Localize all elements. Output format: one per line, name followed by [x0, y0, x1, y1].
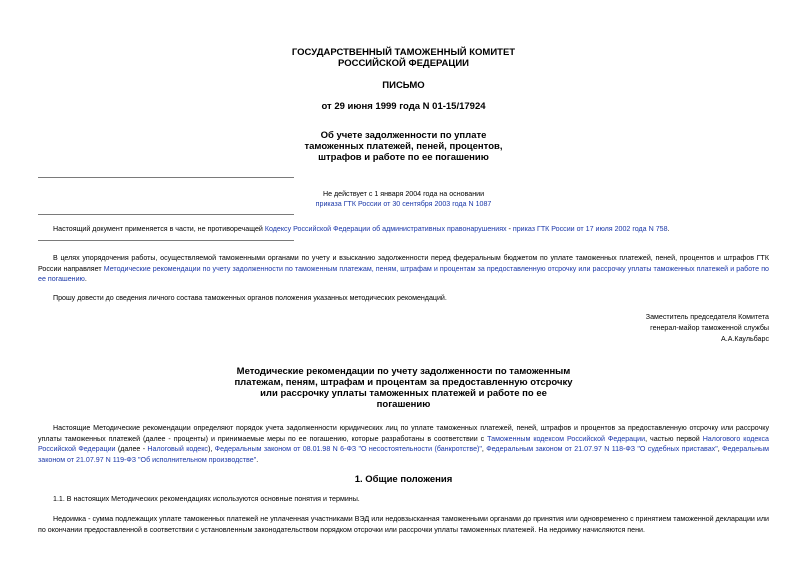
signature-rank: генерал-майор таможенной службы — [650, 324, 769, 332]
tax-code-link[interactable]: Налогового кодекса Российской Федерации — [38, 434, 769, 453]
divider — [38, 214, 294, 215]
law-6fz-link[interactable]: Федеральным законом от 08.01.98 N 6-ФЗ "О несостоятельности (банкротстве)" — [214, 445, 482, 453]
subject-line2: таможенных платежей, пеней, процентов, — [304, 141, 503, 152]
divider — [38, 240, 294, 241]
koap-link[interactable]: Кодексу Российской Федерации об административных правонарушениях — [264, 225, 507, 233]
subject-line1: Об учете задолженности по уплате — [320, 130, 487, 141]
recommendations-title-line3: или рассрочку уплаты таможенных платежей и работе по ее — [260, 388, 547, 399]
org-name-line1: ГОСУДАРСТВЕННЫЙ ТАМОЖЕННЫЙ КОМИТЕТ — [291, 47, 516, 58]
law-118fz-link[interactable]: Федеральным законом от 21.07.97 N 118-ФЗ "О судебных приставах" — [486, 445, 718, 453]
section1-paragraph1: 1.1. В настоящих Методических рекомендациях используются основные понятия и термины. — [53, 495, 360, 503]
status-link[interactable]: приказа ГТК России от 30 сентября 2003 года N 1087 — [315, 200, 492, 208]
subject-line3: штрафов и работе по ее погашению — [318, 152, 489, 163]
divider — [38, 177, 294, 178]
law-119fz-link[interactable]: Федеральным законом от 21.07.97 N 119-ФЗ "Об исполнительном производстве" — [38, 445, 769, 464]
intro-paragraph: Настоящие Методические рекомендации определяют порядок учета задолженности юридических лиц по уплате таможенных платежей, пеней, штрафов и процентов за предоставленную отсрочку или рассрочку уплаты таможенных платежей (далее - проценты) и принимаемые меры по ее погашению, которые разработаны в соответствии с Таможенным кодексом Российской Федерации, частью первой Налогового кодекса Российской Федерации (далее - Налоговый кодекс), Федеральным законом от 08.01.98 N 6-ФЗ "О несостоятельности (банкротстве)", Федеральным законом от 21.07.97 N 118-ФЗ "О судебных приставах", Федеральным законом от 21.07.97 N 119-ФЗ "Об исполнительном производстве". — [38, 424, 769, 464]
recommendations-title-line4: погашению — [376, 399, 431, 410]
request-paragraph: Прошу довести до сведения личного состава таможенных органов положения указанных методических рекомендаций. — [53, 294, 447, 302]
main-paragraph: В целях упорядочения работы, осуществляемой таможенными органами по учету и взысканию задолженности перед федеральным бюджетом по уплате таможенных платежей, пеней, процентов и штрафов ГТК России направляет Методические рекомендации по учету задолженности по таможенным платежам, пеням, штрафам и процентам за предоставленную отсрочку или рассрочку уплаты таможенных платежей и работе по ее погашению. — [38, 254, 769, 283]
order-758-link[interactable]: приказ ГТК России от 17 июля 2002 года N 758 — [512, 225, 668, 233]
section1-paragraph2: Недоимка - сумма подлежащих уплате таможенных платежей не уплаченная участниками ВЭД или недовзысканная таможенными органами до принятия или одновременно с принятием таможенной декларации или по окончании предоставленной в соответствии с установленным законодательством порядком отсрочки или рассрочки уплаты таможенных платежей. На недоимку начисляются пени. — [38, 515, 769, 534]
signature-name: А.А.Каульбарс — [721, 335, 769, 343]
customs-code-link[interactable]: Таможенным кодексом Российской Федерации — [487, 434, 646, 443]
document-type: ПИСЬМО — [382, 80, 425, 91]
recommendations-title-line2: платежам, пеням, штрафам и процентам за предоставленную отсрочку — [234, 377, 573, 388]
org-name-line2: РОССИЙСКОЙ ФЕДЕРАЦИИ — [337, 58, 469, 69]
status-text: Не действует с 1 января 2004 года на основании — [322, 190, 485, 198]
recommendations-link[interactable]: Методические рекомендации по учету задолженности по таможенным платежам, пеням, штрафам и процентам за предоставленную отсрочку или рассрочку уплаты таможенных платежей и работе по ее погашению — [38, 264, 769, 283]
applicability-note: Настоящий документ применяется в части, не противоречащей Кодексу Российской Федерации об административных правонарушениях - приказ ГТК России от 17 июля 2002 года N 758. — [53, 225, 670, 233]
recommendations-title-line1: Методические рекомендации по учету задолженности по таможенным — [236, 366, 571, 377]
section1-heading: 1. Общие положения — [354, 474, 453, 485]
signature-position: Заместитель председателя Комитета — [645, 313, 769, 321]
tax-code-short-link[interactable]: Налоговый кодекс — [147, 445, 208, 453]
document-date-number: от 29 июня 1999 года N 01-15/17924 — [321, 101, 486, 112]
